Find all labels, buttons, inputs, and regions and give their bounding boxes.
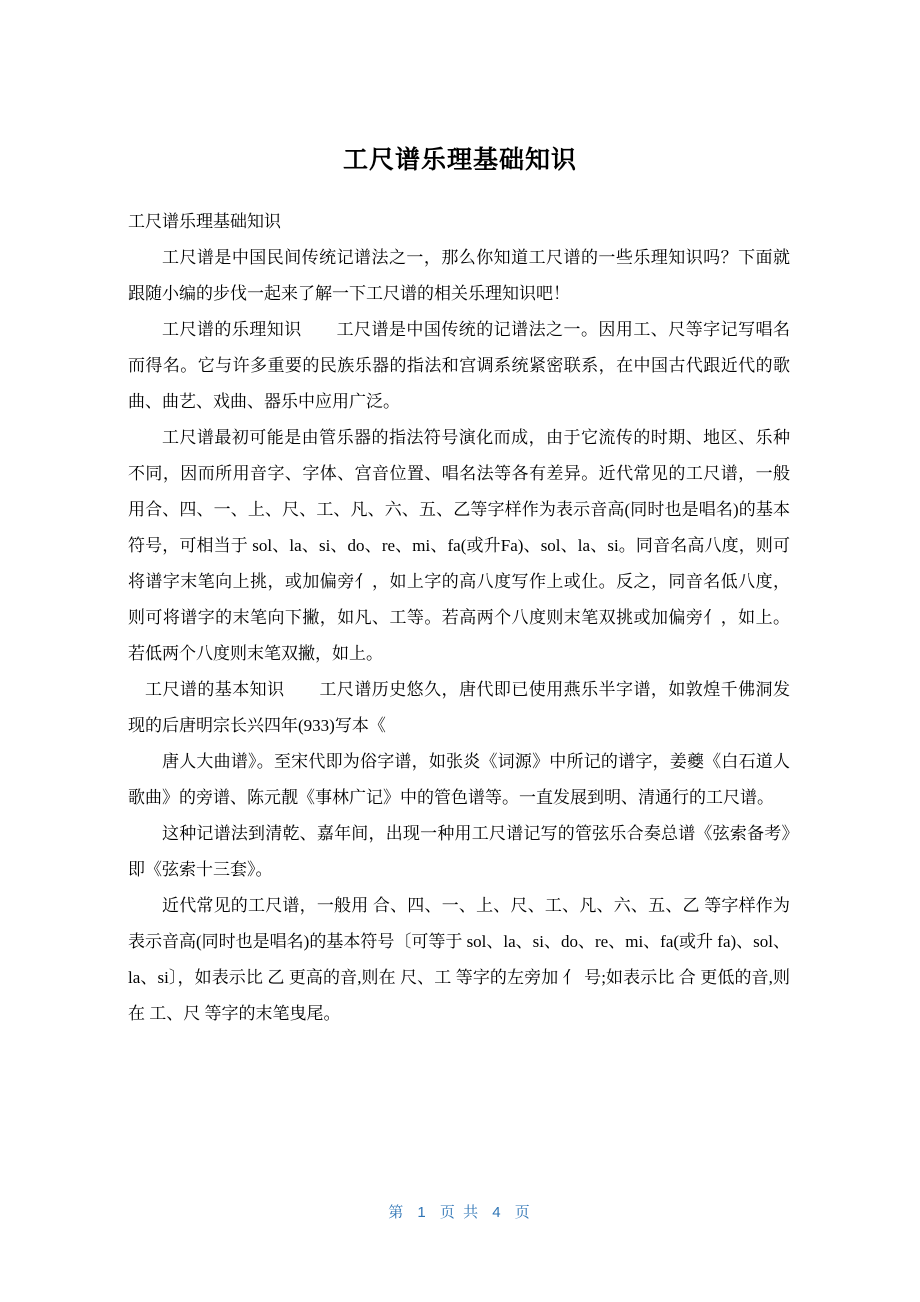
footer-suffix: 页 xyxy=(514,1204,532,1221)
footer-middle: 页 共 xyxy=(439,1204,481,1221)
page-footer xyxy=(0,1201,920,1222)
paragraph-basics: 工尺谱的基本知识 工尺谱历史悠久，唐代即已使用燕乐半字谱，如敦煌千佛洞发现的后唐明宗长兴四年(933)写本《 xyxy=(128,680,790,735)
paragraph-origin: 工尺谱最初可能是由管乐器的指法符号演化而成，由于它流传的时期、地区、乐种不同，因而所用音字、字体、宫音位置、唱名法等各有差异。近代常见的工尺谱，一般用合、四、一、上、尺、工、凡、六、五、乙等字样作为表示音高(同时也是唱名)的基本符号，可相当于 sol、la、si、do、re、mi、fa(或升Fa)、sol、la、si。同音名高八度，则可将谱字末笔向上挑，或加偏旁亻，如上字的高八度写作上或仩。反之，同音名低八度，则可将谱字的末笔向下撇，如凡、工等。若高两个八度则末笔双挑或加偏旁亻，如上。若低两个八度则末笔双撇，如上。 xyxy=(128,428,790,663)
footer-total-pages: 4 xyxy=(492,1204,503,1221)
paragraph-qing-dynasty: 这种记谱法到清乾、嘉年间，出现一种用工尺谱记写的管弦乐合奏总谱《弦索备考》即《弦索十三套》。 xyxy=(128,824,790,879)
document-subtitle: 工尺谱乐理基础知识 xyxy=(128,212,281,231)
footer-prefix: 第 xyxy=(388,1204,406,1221)
paragraph-history: 唐人大曲谱》。至宋代即为俗字谱，如张炎《词源》中所记的谱字，姜夔《白石道人歌曲》的旁谱、陈元靓《事林广记》中的管色谱等。一直发展到明、清通行的工尺谱。 xyxy=(128,752,790,807)
paragraph-intro: 工尺谱是中国民间传统记谱法之一，那么你知道工尺谱的一些乐理知识吗？下面就跟随小编的步伐一起来了解一下工尺谱的相关乐理知识吧！ xyxy=(128,248,790,303)
paragraph-music-theory: 工尺谱的乐理知识 工尺谱是中国传统的记谱法之一。因用工、尺等字记写唱名而得名。它与许多重要的民族乐器的指法和宫调系统紧密联系，在中国古代跟近代的歌曲、曲艺、戏曲、器乐中应用广泛。 xyxy=(128,320,790,411)
document-body xyxy=(0,204,920,1032)
paragraph-modern-notation: 近代常见的工尺谱，一般用 合、四、一、上、尺、工、凡、六、五、乙 等字样作为表示音高(同时也是唱名)的基本符号〔可等于 sol、la、si、do、re、mi、fa(或升 fa)、sol、la、si〕，如表示比 乙 更高的音,则在 尺、工 等字的左旁加 亻 号;如表示比 合 更低的音,则在 工、尺 等字的末笔曳尾。 xyxy=(128,896,790,1023)
footer-page-number: 1 xyxy=(417,1204,428,1221)
page-title: 工尺谱乐理基础知识 xyxy=(342,146,577,174)
